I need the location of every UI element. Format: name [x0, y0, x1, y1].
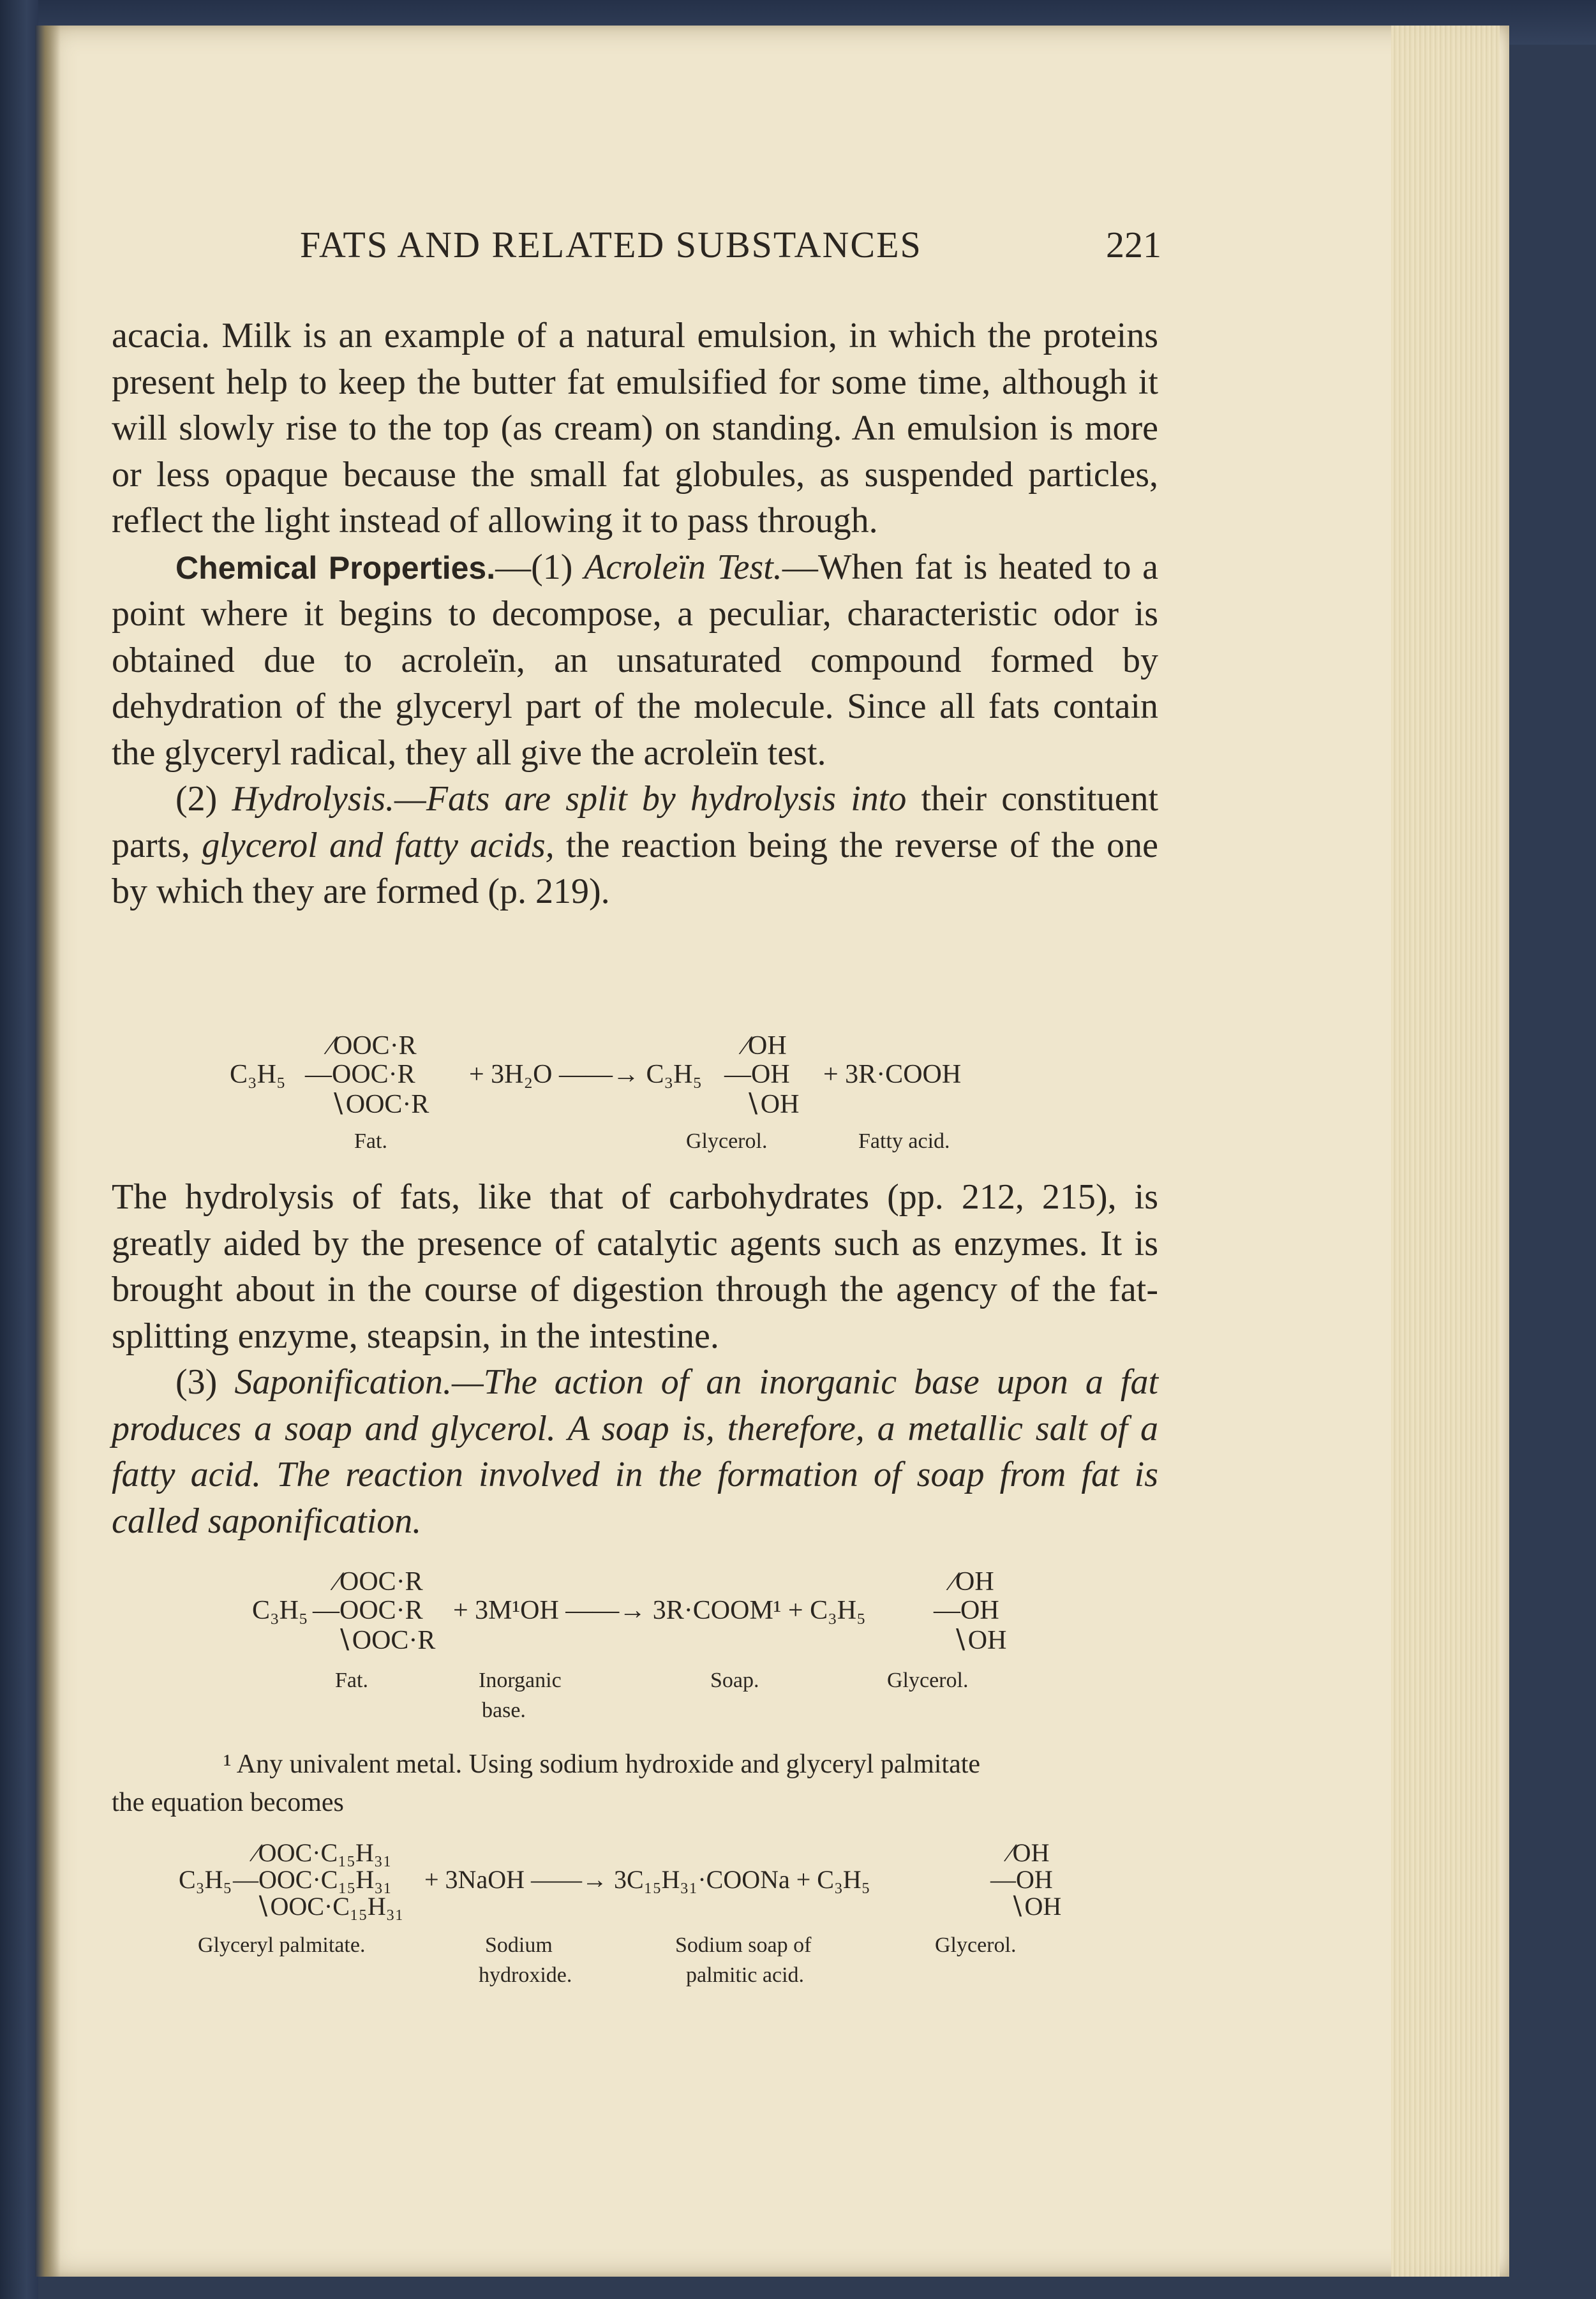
acrolein-text: —When fat is heated to a point where it begins to decompose, a peculiar, characteristic odor is obtained due to acroleïn, an unsaturated compound formed by dehydration of the glyceryl part of the molecule. Since all fats contain the glyceryl radical, they all give the acroleïn test. [112, 547, 1159, 773]
eq2-group-bottom: ∖OOC·R [335, 1626, 436, 1655]
eq2-label-fat: Fat. [335, 1669, 368, 1692]
hydrolysis-italic-2: glycerol and fatty acids, [202, 825, 555, 865]
eq3-label-soap: Sodium soap of [675, 1933, 812, 1957]
eq2-radical: C₃H₅ [252, 1596, 308, 1625]
eq3-radical: C₃H₅ [179, 1865, 232, 1894]
hydrolysis-equation [230, 1030, 1059, 1158]
binding-shadow [35, 26, 61, 2277]
paragraph-emulsion: acacia. Milk is an example of a natural emulsion, in which the proteins present help to keep the butter fat emulsified for some time, although it will slowly rise to the top (as cream) on standing. An emulsion is more or less opaque because the small fat globules, as suspended particles, reflect the light instead of allowing it to pass through. [112, 316, 1158, 540]
eq2-group-top: ∕OOC·R [335, 1567, 423, 1596]
saponification-title: Saponification. [234, 1362, 452, 1402]
saponification-equation [252, 1566, 1082, 1732]
eq2-group-mid: —OOC·R [313, 1596, 423, 1625]
body-text [112, 313, 1158, 915]
hydrolysis-title: Hydrolysis. [232, 779, 395, 819]
eq1-oh-bottom: ∖OH [743, 1090, 800, 1119]
page-number: 221 [1106, 224, 1161, 265]
eq1-group-mid: —OOC·R [305, 1060, 415, 1089]
eq3-label-palmitic: palmitic acid. [686, 1963, 805, 1987]
eq3-group-bottom: ∖OOC·C₁₅H₃₁ [254, 1892, 404, 1921]
eq2-oh-top: ∕OH [951, 1567, 994, 1596]
eq1-fatty-acid: + 3R·COOH [823, 1060, 962, 1089]
footnote-line-2: the equation becomes [112, 1788, 344, 1817]
eq2-label-glycerol: Glycerol. [887, 1669, 969, 1692]
eq1-label-fatty-acid: Fatty acid. [858, 1129, 950, 1153]
item-number: (3) [175, 1362, 235, 1402]
hydrolysis-rest: the reaction being the reverse of the one by which they are formed (p. 219). [112, 825, 1159, 911]
paragraph-hydrolysis-catalysis: The hydrolysis of fats, like that of carbohydrates (pp. 212, 215), is greatly aided by the presence of catalytic agents such as enzymes. It is brought about in the course of digestion through the agency of the fat-splitting enzyme, steapsin, in the intestine. [112, 1177, 1158, 1356]
eq2-middle: + 3M¹OH ——→ 3R·COOM¹ + C₃H₅ [453, 1596, 866, 1625]
acrolein-title: Acroleïn Test. [584, 547, 782, 587]
paragraph-saponification [112, 1359, 1158, 1544]
eq3-oh-bottom: ∖OH [1008, 1892, 1062, 1921]
eq3-label-glycerol: Glycerol. [935, 1933, 1017, 1957]
hydrolysis-italic: —Fats are split by hydrolysis into [394, 779, 907, 819]
eq1-oh-top: ∕OH [743, 1031, 787, 1060]
eq3-oh-top: ∕OH [1008, 1838, 1050, 1867]
saponification-text: —The action of an inorganic base upon a fat produces a soap and glycerol. A soap is, therefore, a metallic salt of a fatty acid. The reaction involved in the formation of soap from fat is called saponification. [112, 1362, 1158, 1541]
item-number: —(1) [495, 547, 585, 587]
eq1-radical: C₃H₅ [230, 1060, 286, 1089]
eq3-label-sodium: Sodium [485, 1933, 553, 1957]
eq3-group-mid: —OOC·C₁₅H₃₁ [233, 1865, 392, 1894]
eq2-label-soap: Soap. [710, 1669, 759, 1692]
eq2-label-base: base. [482, 1699, 526, 1722]
footnote [112, 1745, 1158, 1822]
body-text-2 [112, 1174, 1158, 1544]
eq1-group-bottom: ∖OOC·R [329, 1090, 429, 1119]
palmitate-equation [179, 1838, 1072, 2004]
eq3-label-glyceryl: Glyceryl palmitate. [198, 1933, 366, 1957]
running-title: FATS AND RELATED SUBSTANCES [300, 224, 922, 265]
eq1-oh-mid: —OH [724, 1060, 790, 1089]
hydrolysis-mid: their constituent parts, [112, 779, 1159, 865]
section-heading: Chemical Properties. [175, 549, 496, 586]
eq3-group-top: ∕OOC·C₁₅H₃₁ [254, 1838, 392, 1867]
eq1-label-glycerol: Glycerol. [686, 1129, 768, 1153]
paragraph-acrolein [112, 544, 1158, 777]
eq3-oh-mid: —OH [990, 1865, 1053, 1894]
item-number: (2) [175, 779, 232, 819]
paragraph-hydrolysis [112, 776, 1158, 915]
eq3-label-hydroxide: hydroxide. [479, 1963, 572, 1987]
footnote-line-1: ¹ Any univalent metal. Using sodium hydroxide and glyceryl palmitate [223, 1750, 981, 1779]
eq2-oh-bottom: ∖OH [951, 1626, 1007, 1655]
eq1-reactant-water: + 3H₂O ——→ C₃H₅ [469, 1060, 703, 1089]
eq1-label-fat: Fat. [354, 1129, 387, 1153]
book-cover-left [0, 0, 38, 2299]
eq3-middle: + 3NaOH ——→ 3C₁₅H₃₁·COONa + C₃H₅ [424, 1865, 870, 1894]
eq1-group-top: ∕OOC·R [329, 1031, 417, 1060]
eq2-oh-mid: —OH [934, 1596, 999, 1625]
page-edges [1391, 26, 1500, 2277]
page-header [300, 217, 1161, 274]
eq2-label-inorganic: Inorganic [479, 1669, 562, 1692]
